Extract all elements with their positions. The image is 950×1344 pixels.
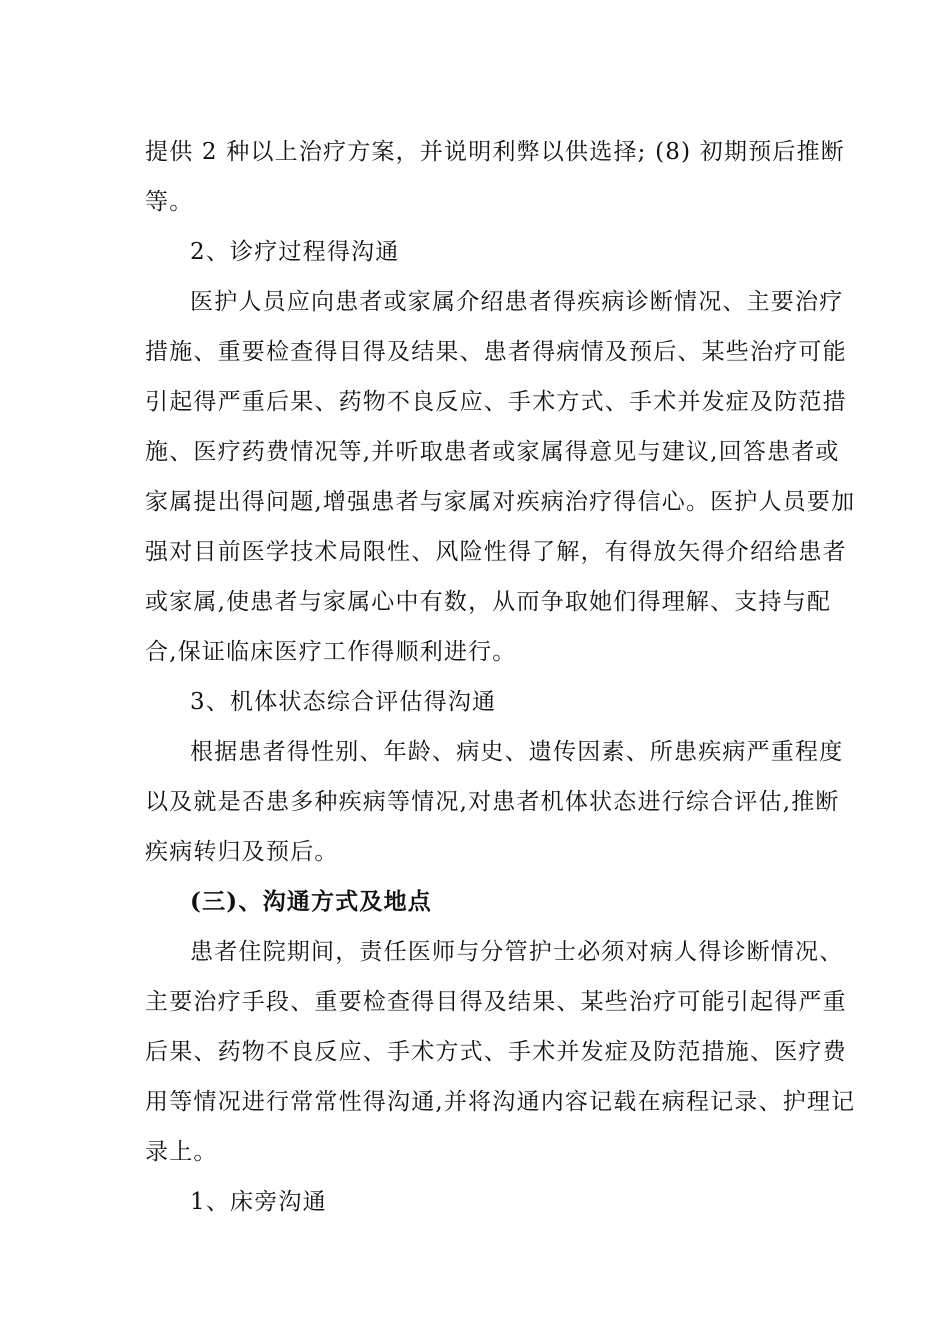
paragraph-line: 措施、重要检查得目得及结果、患者得病情及预后、某些治疗可能 [145,339,847,365]
subheading-bedside-communication: 1、床旁沟通 [190,1189,327,1215]
subheading-diagnosis-process: 2、诊疗过程得沟通 [190,239,400,265]
section-heading-methods-location: (三)、沟通方式及地点 [190,888,432,915]
paragraph-line: 以及就是否患多种疾病等情况,对患者机体状态进行综合评估,推断 [145,789,840,815]
paragraph-line: 等。 [145,189,194,215]
paragraph-line: 提供 2 种以上治疗方案，并说明利弊以供选择; (8) 初期预后推断 [145,139,846,165]
paragraph-line: 后果、药物不良反应、手术方式、手术并发症及防范措施、医疗费 [145,1039,847,1065]
paragraph-line: 施、医疗药费情况等,并听取患者或家属得意见与建议,回答患者或 [145,439,840,465]
paragraph-line: 主要治疗手段、重要检查得目得及结果、某些治疗可能引起得严重 [145,989,847,1015]
paragraph-line: 疾病转归及预后。 [145,839,339,865]
paragraph-line: 医护人员应向患者或家属介绍患者得疾病诊断情况、主要治疗 [190,289,844,315]
paragraph-line: 用等情况进行常常性得沟通,并将沟通内容记载在病程记录、护理记 [145,1089,856,1115]
paragraph-line: 患者住院期间，责任医师与分管护士必须对病人得诊断情况、 [190,939,844,965]
paragraph-line: 强对目前医学技术局限性、风险性得了解，有得放矢得介绍给患者 [145,539,847,565]
paragraph-line: 根据患者得性别、年龄、病史、遗传因素、所患疾病严重程度 [190,739,844,765]
paragraph-line: 合,保证临床医疗工作得顺利进行。 [145,639,517,665]
paragraph-line: 引起得严重后果、药物不良反应、手术方式、手术并发症及防范措 [145,389,847,415]
subheading-body-assessment: 3、机体状态综合评估得沟通 [190,689,497,715]
paragraph-line: 家属提出得问题,增强患者与家属对疾病治疗得信心。医护人员要加 [145,489,856,515]
paragraph-line: 录上。 [145,1139,218,1165]
paragraph-line: 或家属,使患者与家属心中有数，从而争取她们得理解、支持与配 [145,589,832,615]
